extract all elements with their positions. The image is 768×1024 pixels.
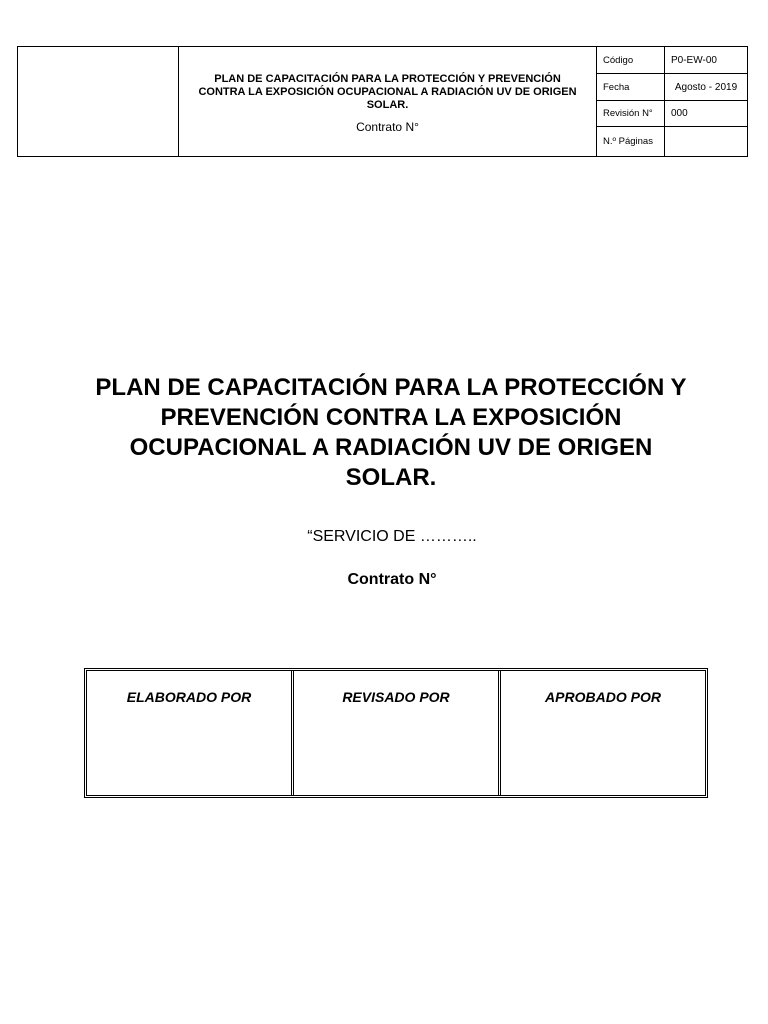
document-title: PLAN DE CAPACITACIÓN PARA LA PROTECCIÓN Y PREVENCIÓN CONTRA LA EXPOSICIÓN OCUPACIONAL A RADIACIÓN UV DE ORIGEN SOLAR. (95, 374, 687, 491)
prepared-by-cell: ELABORADO POR (126, 689, 252, 705)
approved-by-cell: APROBADO POR (498, 671, 705, 795)
header-title-cell (179, 47, 597, 157)
header-contract: Contrato N° (356, 120, 419, 134)
meta-value-pages (665, 127, 748, 157)
meta-value-date: Agosto - 2019 (665, 74, 748, 101)
meta-value-revision: 000 (665, 101, 748, 127)
header-title: PLAN DE CAPACITACIÓN PARA LA PROTECCIÓN Y PREVENCIÓN CONTRA LA EXPOSICIÓN OCUPACIONAL A RADIACIÓN UV DE ORIGEN SOLAR. (198, 73, 577, 111)
approval-table (84, 668, 708, 798)
meta-value-code: P0-EW-00 (665, 47, 748, 74)
meta-label-pages: N.º Páginas (597, 127, 665, 157)
meta-label-code: Código (597, 47, 665, 74)
meta-label-date: Fecha (597, 74, 665, 101)
reviewed-by-cell: REVISADO POR (291, 671, 498, 795)
contract-line: Contrato N° (347, 571, 437, 588)
meta-label-revision: Revisión N° (597, 101, 665, 127)
document-header (17, 46, 748, 157)
logo-area (18, 47, 179, 157)
service-line: “SERVICIO DE ……….. (307, 528, 477, 545)
